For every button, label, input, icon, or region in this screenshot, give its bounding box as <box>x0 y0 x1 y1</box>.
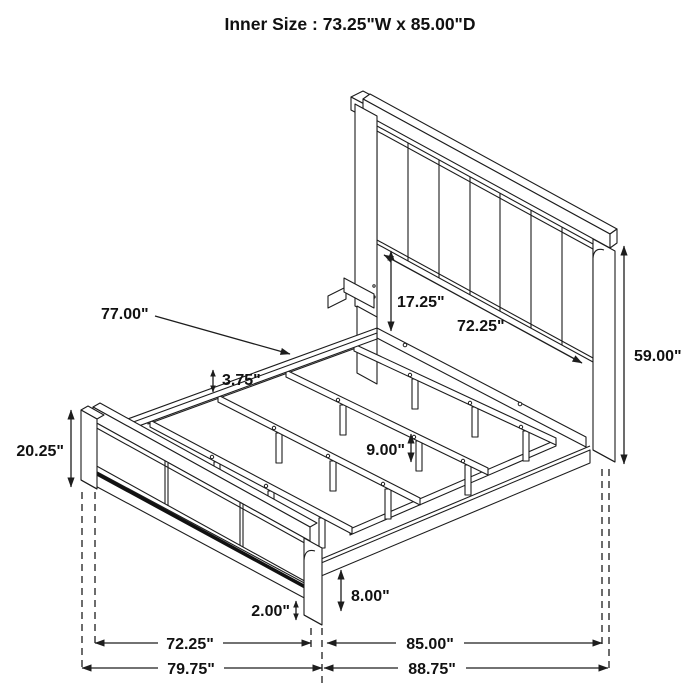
dim-label-headboard-height: 59.00" <box>634 348 682 365</box>
dim-label-slat-leg-height: 9.00" <box>366 442 405 459</box>
dim-label-bottom-width-inner: 72.25" <box>166 636 214 653</box>
dim-label-footboard-floor-gap: 2.00" <box>251 603 290 620</box>
page-title: Inner Size : 73.25"W x 85.00"D <box>224 14 476 34</box>
headboard-right-post <box>593 239 615 462</box>
dim-label-footboard-height: 20.25" <box>16 443 64 460</box>
dim-label-rail-floor-clearance: 8.00" <box>351 588 390 605</box>
dim-label-bottom-depth-inner: 85.00" <box>406 636 454 653</box>
dim-label-bottom-width-overall: 79.75" <box>167 661 215 678</box>
dim-label-headboard-panel-drop: 17.25" <box>397 294 445 311</box>
footboard-left-post <box>81 410 97 489</box>
dim-label-slat-rail-height: 3.75" <box>222 372 261 389</box>
dim-footboard-floor-gap <box>251 601 296 620</box>
dim-label-bottom-depth-overall: 88.75" <box>408 661 456 678</box>
dim-label-headboard-inner-width: 72.25" <box>457 318 505 335</box>
dim-label-side-rail-length: 77.00" <box>101 306 149 323</box>
